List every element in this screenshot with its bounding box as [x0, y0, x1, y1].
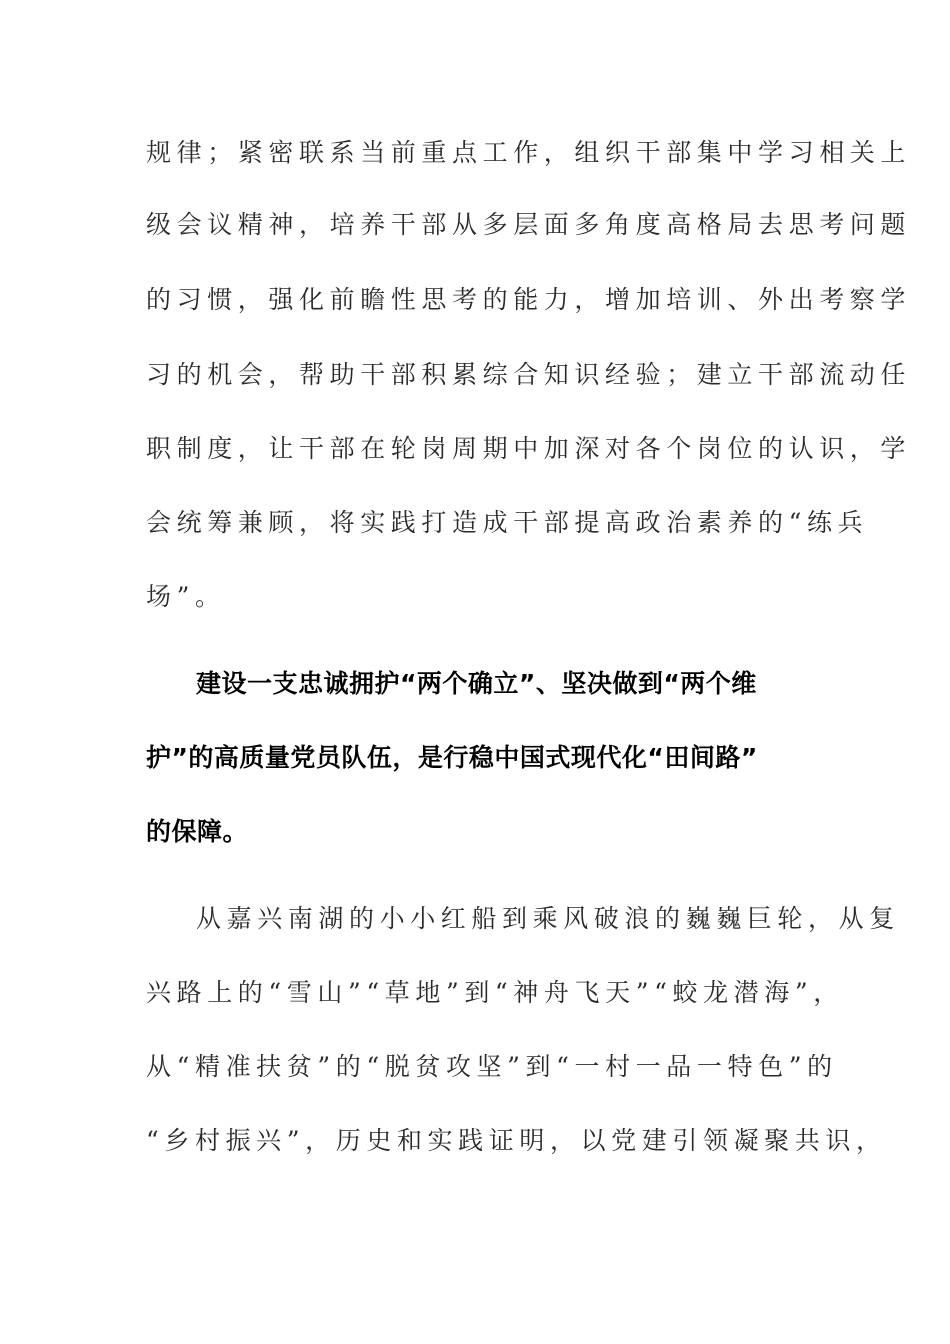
text-line: 从“精准扶贫”的“脱贫攻坚”到“一村一品一特色”的: [146, 1052, 838, 1081]
text-line: 从嘉兴南湖的小小红船到乘风破浪的巍巍巨轮，从复: [196, 904, 900, 933]
heading-line: 护”的高质量党员队伍，是行稳中国式现代化“田间路”: [146, 743, 758, 772]
text-line: 职制度，让干部在轮岗周期中加深对各个岗位的认识，学: [146, 434, 912, 463]
text-line: 规律；紧密联系当前重点工作，组织干部集中学习相关上: [146, 138, 912, 167]
text-line: 级会议精神，培养干部从多层面多角度高格局去思考问题: [146, 210, 912, 239]
text-line: 兴路上的“雪山”“草地”到“神舟飞天”“蛟龙潜海”，: [146, 978, 844, 1007]
heading-line: 建设一支忠诚拥护“两个确立”、坚决做到“两个维: [196, 669, 757, 698]
heading-line: 的保障。: [146, 817, 249, 846]
text-line: “乡村振兴”，历史和实践证明，以党建引领凝聚共识，: [146, 1126, 887, 1155]
text-line: 会统筹兼顾，将实践打造成干部提高政治素养的“练兵: [146, 508, 869, 537]
text-line: 习的机会，帮助干部积累综合知识经验；建立干部流动任: [146, 360, 912, 389]
text-line: 的习惯，强化前瞻性思考的能力，增加培训、外出考察学: [146, 285, 912, 314]
text-line: 场”。: [146, 582, 226, 611]
